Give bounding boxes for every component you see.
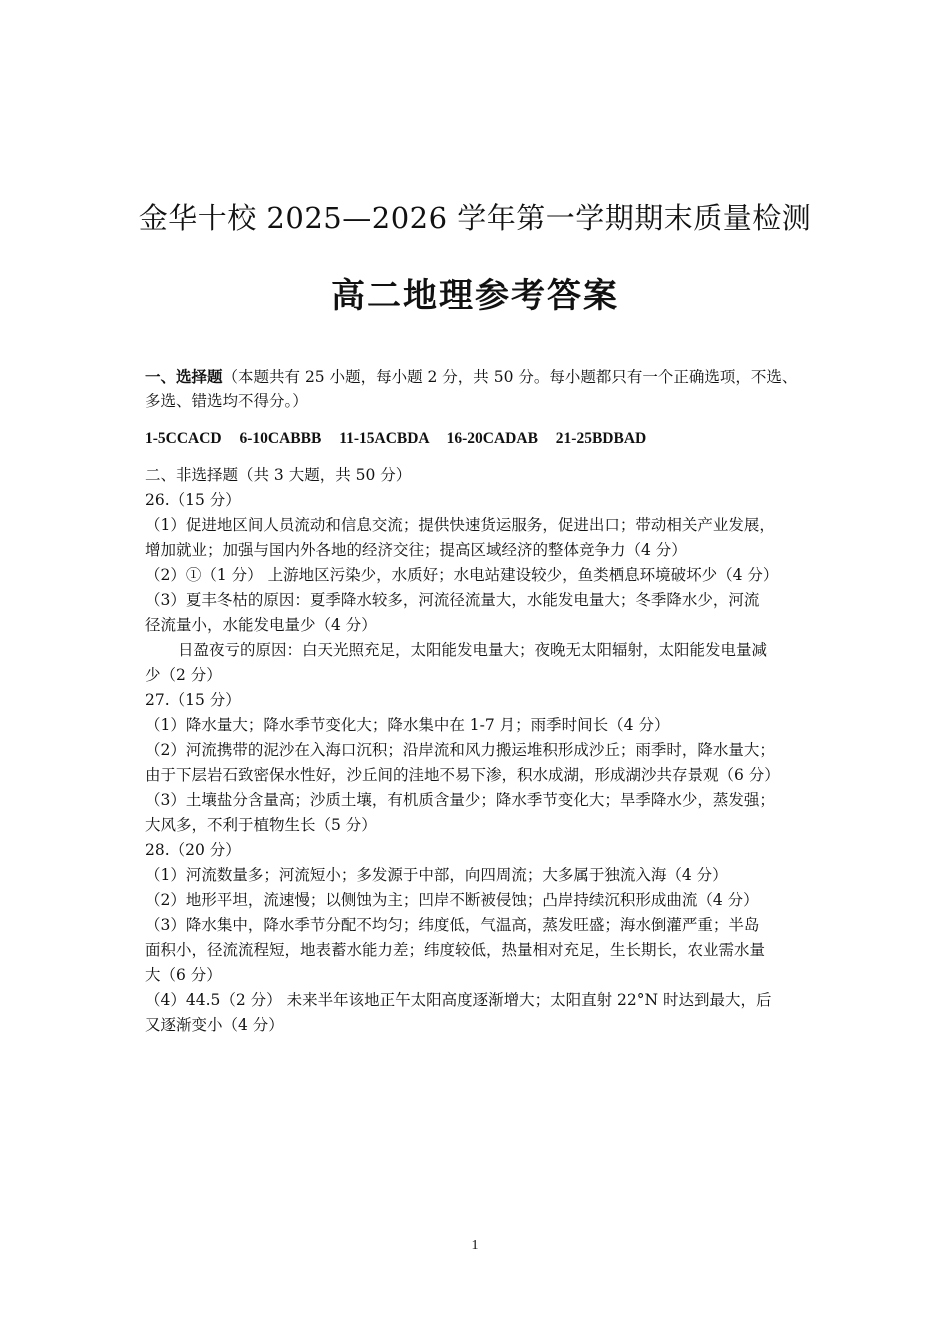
answer-content xyxy=(145,364,809,1038)
q27-line: 大风多，不利于植物生长（5 分） xyxy=(145,816,377,834)
section2-heading: 二、非选择题（共 3 大题，共 50 分） xyxy=(145,466,412,484)
section1-intro-line2: 多选、错选均不得分。） xyxy=(145,392,308,410)
q28-line: 又逐渐变小（4 分） xyxy=(145,1016,284,1034)
q27-line: 由于下层岩石致密保水性好，沙丘间的洼地不易下渗，积水成湖，形成湖沙共存景观（6 分） xyxy=(145,766,780,784)
section1-intro: （本题共有 25 小题，每小题 2 分，共 50 分。每小题都只有一个正确选项，不选、 xyxy=(222,368,798,386)
q26-title: 26.（15 分） xyxy=(145,491,241,509)
q27-line: （2）河流携带的泥沙在入海口沉积；沿岸流和风力搬运堆积形成沙丘；雨季时，降水量大； xyxy=(145,741,775,759)
q26-line: 增加就业；加强与国内外各地的经济交往；提高区域经济的整体竞争力（4 分） xyxy=(145,541,687,559)
q28-line: 大（6 分） xyxy=(145,966,222,984)
q28-line: （1）河流数量多；河流短小；多发源于中部，向四周流；大多属于独流入海（4 分） xyxy=(145,866,728,884)
page-number: 1 xyxy=(471,1238,479,1253)
q28-line: （2）地形平坦，流速慢；以侧蚀为主；凹岸不断被侵蚀；凸岸持续沉积形成曲流（4 分） xyxy=(145,891,759,909)
q26-line: 径流量小，水能发电量少（4 分） xyxy=(145,616,377,634)
q27-line: （1）降水量大；降水季节变化大；降水集中在 1-7 月；雨季时间长（4 分） xyxy=(145,716,670,734)
q26-line: （3）夏丰冬枯的原因：夏季降水较多，河流径流量大，水能发电量大；冬季降水少，河流 xyxy=(145,591,760,609)
exam-title: 金华十校 2025—2026 学年第一学期期末质量检测 xyxy=(138,201,812,235)
q28-line: （3）降水集中，降水季节分配不均匀；纬度低，气温高，蒸发旺盛；海水倒灌严重；半岛 xyxy=(145,916,760,934)
q26-line: 日盈夜亏的原因：白天光照充足，太阳能发电量大；夜晚无太阳辐射，太阳能发电量减 xyxy=(178,641,768,659)
section1-heading: 一、选择题 xyxy=(145,367,223,386)
q27-title: 27.（15 分） xyxy=(145,691,241,709)
answer-key-title: 高二地理参考答案 xyxy=(331,276,619,316)
q26-line: （1）促进地区间人员流动和信息交流；提供快速货运服务，促进出口；带动相关产业发展， xyxy=(145,516,775,534)
multiple-choice-answers: 1-5CCACD 6-10CABBB 11-15ACBDA 16-20CADAB 21-25BDBAD xyxy=(145,430,647,447)
section1-intro-line1 xyxy=(145,364,809,389)
q28-title: 28.（20 分） xyxy=(145,841,241,859)
q28-line: 面积小，径流流程短，地表蓄水能力差；纬度较低，热量相对充足，生长期长，农业需水量 xyxy=(145,941,766,959)
q28-line: （4）44.5（2 分） 未来半年该地正午太阳高度逐渐增大；太阳直射 22°N 时达到最大，后 xyxy=(145,991,772,1009)
q26-line: 少（2 分） xyxy=(145,666,222,684)
q27-line: （3）土壤盐分含量高；沙质土壤，有机质含量少；降水季节变化大；旱季降水少，蒸发强； xyxy=(145,791,775,809)
q26-line: （2）①（1 分） 上游地区污染少，水质好；水电站建设较少，鱼类栖息环境破坏少（4 分） xyxy=(145,566,779,584)
